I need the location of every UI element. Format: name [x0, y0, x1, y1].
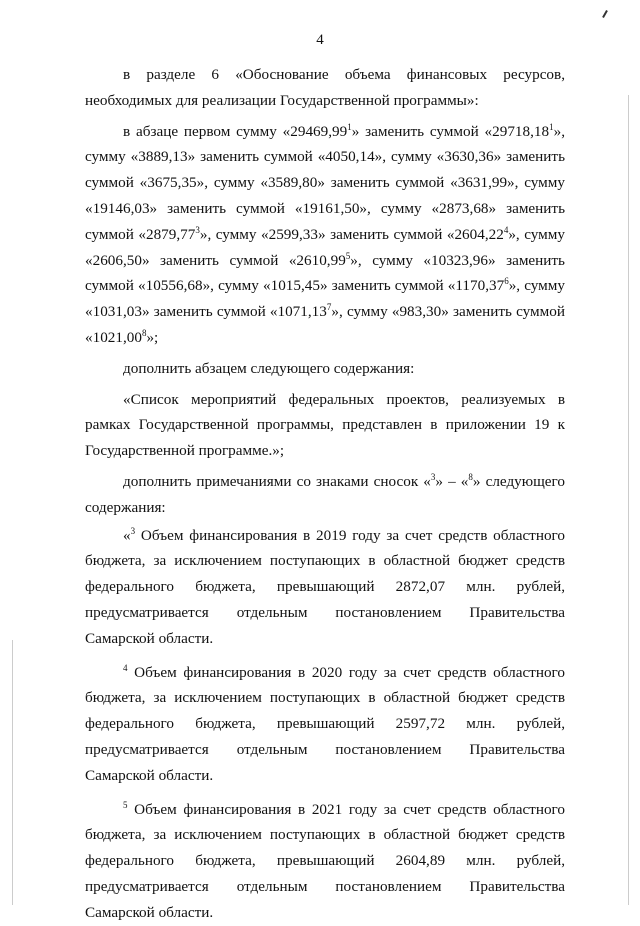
text-segment: »; [146, 328, 159, 346]
text-segment: », сумму «2606,50» заменить суммой «2610,99 [85, 225, 565, 269]
footnote-marker: 4 [123, 662, 128, 673]
footnote-marker: 3 [130, 525, 136, 536]
text-segment: «Список мероприятий федеральных проектов, реализуемых в рамках Государственной программы, представлен в приложении 19 к Государственной программе.»; [85, 390, 565, 460]
text-segment: дополнить абзацем следующего содержания: [123, 359, 415, 377]
scan-mark-top-right [602, 10, 608, 18]
footnote-marker: 8 [141, 327, 147, 338]
footnote-3 [85, 523, 565, 652]
footnote-marker: 3 [195, 224, 200, 235]
footnote-marker: 7 [326, 302, 332, 313]
footnote-marker: 4 [503, 224, 509, 235]
text-segment: », сумму «1031,03» заменить суммой «1071,13 [85, 277, 565, 321]
scan-mark-left-edge [12, 640, 13, 905]
text-segment: » следующего содержания: [85, 472, 565, 516]
text-segment: », сумму «3889,13» заменить суммой «4050,14», сумму «3630,36» заменить суммой «3675,35», сумму «3589,80» заменить суммой «3631,99», сумму «19146,03» заменить суммой «19161,50», сумму «2873,68» заменить суммой «2879,77 [85, 122, 565, 243]
scan-mark-right-edge [628, 95, 629, 905]
footnote-marker: 8 [468, 471, 473, 482]
footnote-5 [85, 797, 565, 926]
text-segment: », сумму «2599,33» заменить суммой «2604,22 [199, 225, 504, 243]
footnote-4 [85, 660, 565, 789]
paragraph-add-abzac [85, 356, 565, 382]
text-segment: дополнить примечаниями со знаками сносок « [123, 472, 431, 490]
paragraph-quoted-list [85, 387, 565, 464]
footnote-marker: 1 [549, 121, 554, 132]
text-segment: « [123, 526, 131, 544]
text-segment: », сумму «983,30» заменить суммой «1021,00 [85, 303, 565, 346]
page-number: 4 [316, 32, 324, 48]
text-segment: в абзаце первом сумму «29469,99 [123, 122, 348, 140]
text-segment: », сумму «10323,96» заменить суммой «10556,68», сумму «1015,45» заменить суммой «1170,37 [85, 251, 565, 295]
text-segment: Объем финансирования в 2019 году за счет средств областного бюджета, за исключением поступающих в областной бюджет средств федерального бюджета, превышающий 2872,07 млн. рублей, предусматривается отдельным постановлением Правительства Самарской области. [85, 526, 565, 647]
text-segment: Объем финансирования в 2020 году за счет средств областного бюджета, за исключением поступающих в областной бюджет средств федерального бюджета, превышающий 2597,72 млн. рублей, предусматривается отдельным постановлением Правительства Самарской области. [85, 663, 565, 784]
footnote-marker: 1 [347, 121, 352, 132]
footnote-marker: 3 [430, 471, 436, 482]
paragraph-add-footnotes [85, 469, 565, 521]
footnote-marker: 5 [123, 799, 128, 810]
text-segment: в разделе 6 «Обоснование объема финансовых ресурсов, необходимых для реализации Государственной программы»: [85, 66, 565, 109]
text-segment: » заменить суммой «29718,18 [351, 122, 550, 140]
text-segment: » – « [435, 472, 469, 490]
paragraph-section-6-intro [85, 62, 565, 114]
paragraph-sum-replacements [85, 119, 565, 351]
footnote-marker: 5 [345, 250, 351, 261]
footnote-marker: 6 [504, 276, 509, 287]
text-segment: Объем финансирования в 2021 году за счет средств областного бюджета, за исключением поступающих в областной бюджет средств федерального бюджета, превышающий 2604,89 млн. рублей, предусматривается отдельным постановлением Правительства Самарской области. [85, 800, 565, 921]
document-body [85, 62, 565, 926]
